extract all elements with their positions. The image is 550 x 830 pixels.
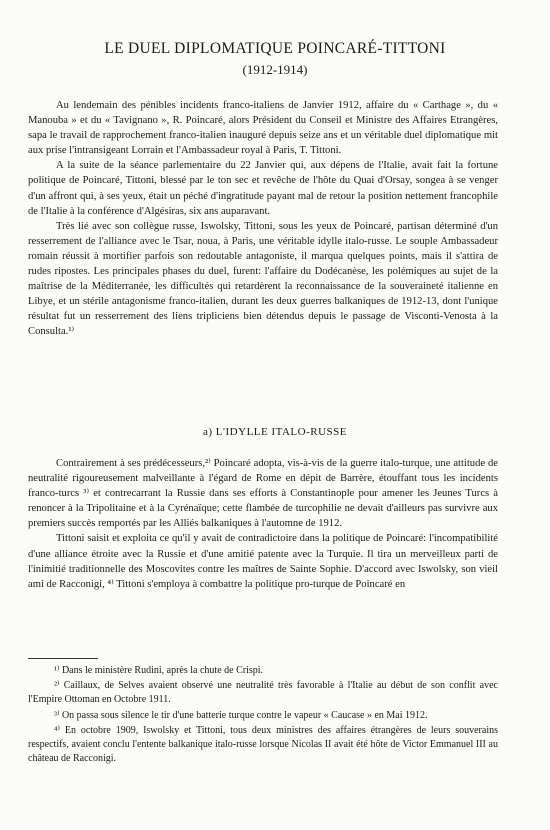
footnote: ⁴⁾ En octobre 1909, Iswolsky et Tittoni, tous deux ministres des affaires étrangères de leurs souverains respectifs, avaient conclu l'entente balkanique italo-russe lorsque Nicolas II avait été hôte de Victor Emmanuel III au château de Racconigi. xyxy=(28,724,498,765)
footnote: ³⁾ On passa sous silence le tir d'une batterie turque contre le vapeur « Caucase » en Mai 1912. xyxy=(54,709,428,721)
document-subtitle: (1912-1914) xyxy=(242,62,308,77)
document-title: LE DUEL DIPLOMATIQUE POINCARÉ-TITTONI xyxy=(104,40,446,57)
footnote-rule xyxy=(28,658,98,659)
intro-text xyxy=(28,98,498,340)
paragraph: Tittoni saisit et exploita ce qu'il y avait de contradictoire dans la politique de Poincaré: l'incompatibilité d'une alliance étroite avec la Russie et d'une amitié patente avec la Turquie. Il tira un merveilleux parti de l'inimitié traditionnelle des Moscovites contre les maîtres de Sainte Sophie. D'accord avec Iswolsky, son vieil ami de Racconigi, ⁴⁾ Tittoni s'employa à combattre la politique pro-turque de Poincaré en xyxy=(28,533,498,590)
paragraph: Au lendemain des pénibles incidents franco-italiens de Janvier 1912, affaire du « Carthage », du « Manouba » et du « Tavignano », R. Poincaré, alors Président du Conseil et Ministre des Affaires Etrangères, sapa le travail de rapprochement franco-italien inauguré depuis seize ans et un véritable duel diplomatique mit aux prise l'intransigeant Lorrain et l'Ambassadeur royal à Paris, T. Tittoni. xyxy=(28,100,498,157)
paragraph: Contrairement à ses prédécesseurs,²⁾ Poincaré adopta, vis-à-vis de la guerre italo-turque, une attitude de neutralité rigoureusement malveillante à l'égard de Rome en dépit de Barrère, étouffant tous les incidents franco-turcs ³⁾ et contrecarrant la Russie dans ses efforts à Constantinople pour amener les Jeunes Turcs à renoncer à la Tripolitaine et à la Cyrénaïque; cette flambée de turcophilie ne devait d'ailleurs pas survivre aux premiers succès remportés par les Alliés balkaniques à l'automne de 1912. xyxy=(28,458,498,530)
paragraph: Très lié avec son collègue russe, Iswolsky, Tittoni, sous les yeux de Poincaré, partisan déterminé d'un resserrement de l'alliance avec le Tsar, noua, à Paris, une véritable idylle italo-russe. Le souple Ambassadeur romain réussit à mortifier parfois son redoutable antagoniste, il marqua quelques points, mais il s'attira de rudes ripostes. Les principales phases du duel, furent: l'affaire du Dodécanèse, les polémiques au sujet de la maîtrise de la Méditerranée, les difficultés qui retardèrent la reconnaissance de la souveraineté italienne en Libye, et un stérile antagonisme franco-italien, durant les deux guerres balkaniques de 1912-13, dont l'unique résultat fut un resserrement des liens tripliciens bien détendus depuis le passage de Visconti-Venosta à la Consulta.¹⁾ xyxy=(28,220,498,338)
section-heading: a) L'IDYLLE ITALO-RUSSE xyxy=(203,426,347,438)
footnote: ²⁾ Caillaux, de Selves avaient observé une neutralité très favorable à l'Italie au début de son conflit avec l'Empire Ottoman en Octobre 1911. xyxy=(28,680,498,706)
footnote: ¹⁾ Dans le ministère Rudini, après la chute de Crispi. xyxy=(54,665,264,676)
footnotes xyxy=(28,664,498,767)
section-text xyxy=(28,456,498,592)
paragraph: A la suite de la séance parlementaire du 22 Janvier qui, aux dépens de l'Italie, avait fait la fortune politique de Poincaré, Tittoni, blessé par le ton sec et revêche de l'hôte du Quai d'Orsay, songea à se venger d'un affront qui, à ses yeux, était un péché d'ingratitude payant mal de retour la position nettement francophile de l'Italie à la conférence d'Algésiras, six ans auparavant. xyxy=(28,160,498,217)
